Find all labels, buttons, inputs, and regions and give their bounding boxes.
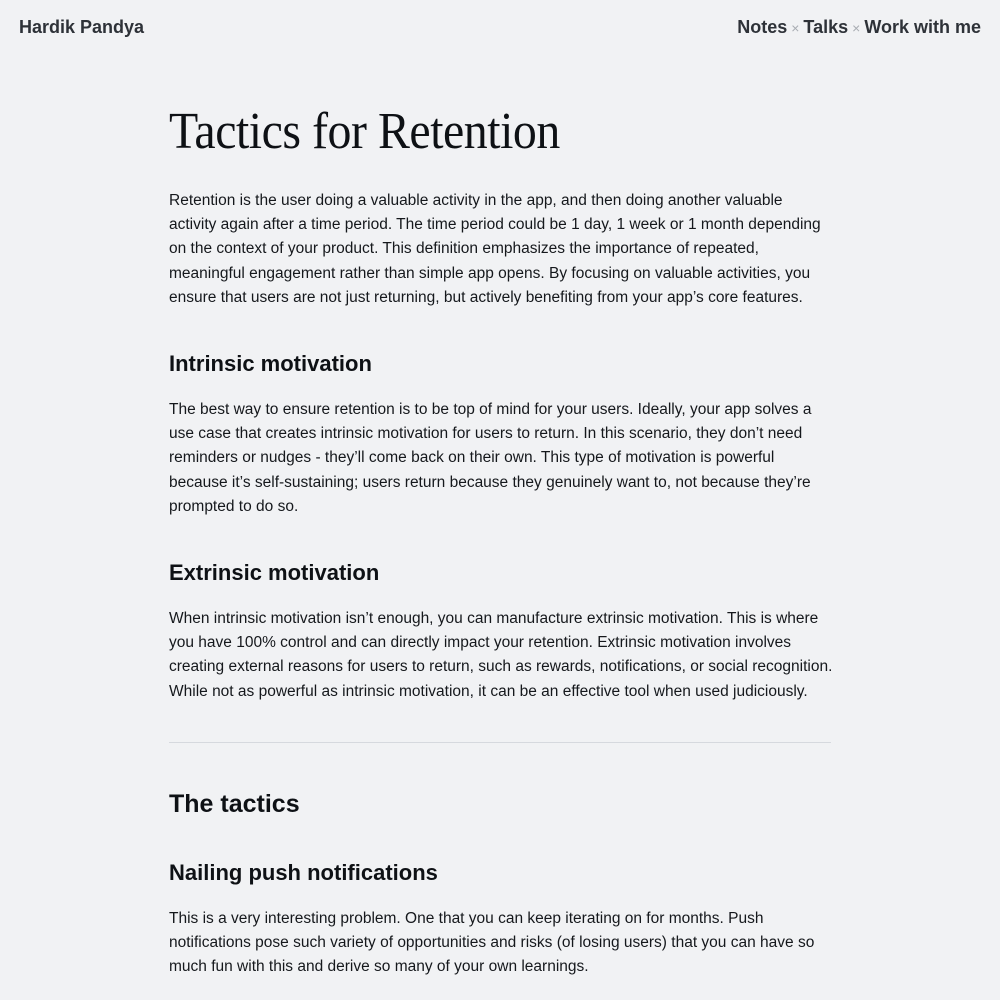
section-body-intrinsic: The best way to ensure retention is to be top of mind for your users. Ideally, your app solves a use case that creates intrinsic motivation for users to return. In this scenario, they don’t need reminders or nudges - they’ll come back on their own. This type of motivation is powerful because it’s self-sustaining; users return because they genuinely want to, not because they’re prompted to do so. (169, 401, 812, 515)
nav-link-talks[interactable]: Talks (803, 17, 849, 37)
tactic-body-push: This is a very interesting problem. One that you can keep iterating on for months. Push notifications pose such variety of opportunities and risks (of losing users) that you can have so much fun with this and derive so many of your own learnings. (169, 909, 815, 976)
nav-separator: × (852, 19, 861, 36)
tactics-heading: The tactics (169, 789, 300, 818)
nav-separator: × (791, 19, 800, 36)
nav-link-notes[interactable]: Notes (737, 17, 788, 37)
nav-link-work-with-me[interactable]: Work with me (864, 17, 981, 37)
site-name-link[interactable]: Hardik Pandya (19, 17, 145, 37)
section-heading-extrinsic: Extrinsic motivation (169, 560, 380, 586)
article-title: Tactics for Retention (169, 103, 560, 160)
section-divider (169, 742, 831, 743)
section-heading-intrinsic: Intrinsic motivation (169, 351, 372, 377)
main-nav (737, 17, 981, 38)
intro-paragraph: Retention is the user doing a valuable activity in the app, and then doing another valuable activity again after a time period. The time period could be 1 day, 1 week or 1 month depending on the context of your product. This definition emphasizes the importance of repeated, meaningful engagement rather than simple app opens. By focusing on valuable activities, you ensure that users are not just returning, but actively benefiting from your app’s core features. (169, 192, 821, 306)
section-body-extrinsic: When intrinsic motivation isn’t enough, you can manufacture extrinsic motivation. This is where you have 100% control and can directly impact your retention. Extrinsic motivation involves creating external reasons for users to return, such as rewards, notifications, or social recognition. While not as powerful as intrinsic motivation, it can be an effective tool when used judiciously. (169, 610, 833, 700)
tactic-heading-push: Nailing push notifications (169, 859, 438, 885)
article (169, 100, 833, 979)
top-bar (0, 0, 1000, 58)
